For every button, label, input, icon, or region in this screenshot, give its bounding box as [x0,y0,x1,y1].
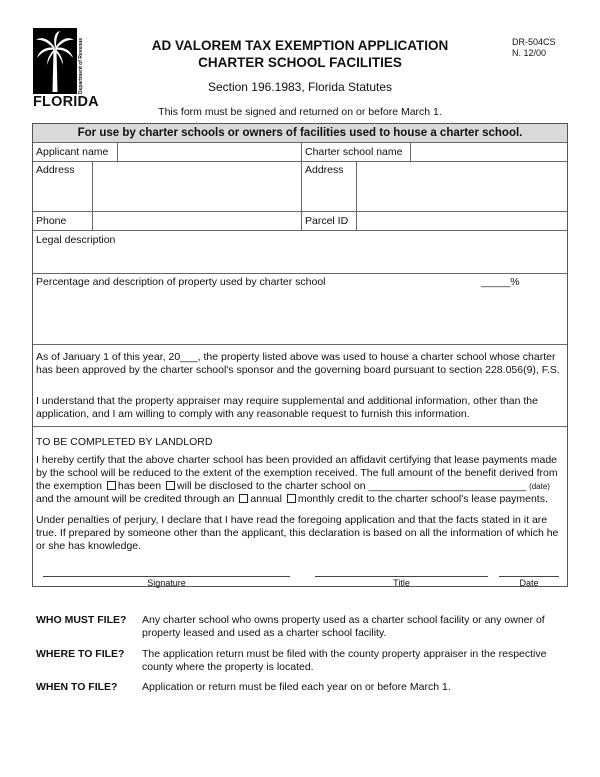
school-address-label: Address [305,164,344,176]
percentage-label: Percentage and description of property used by charter school [36,276,326,288]
certify-line-3 [36,480,568,493]
when-to-file-answer: Application or return must be filed each year on or before March 1. [142,681,451,693]
address-label: Address [36,164,75,176]
divider [301,142,302,230]
monthly-checkbox[interactable] [287,494,296,503]
where-to-file-question: WHERE TO FILE? [36,648,125,660]
return-notice: This form must be signed and returned on or before March 1. [158,106,442,118]
date-label: Date [519,578,539,588]
applicant-name-label: Applicant name [36,146,109,158]
divider [33,230,567,231]
when-to-file-question: WHEN TO FILE? [36,681,118,693]
percentage-field[interactable]: _____% [481,276,520,288]
signature-label: Signature [147,578,186,588]
date-line[interactable] [499,576,559,577]
title-line-2: CHARTER SCHOOL FACILITIES [198,55,402,70]
divider [33,273,567,274]
divider [117,142,118,161]
annual-label: annual [250,493,282,505]
florida-wordmark: FLORIDA [33,94,99,110]
legal-description-field[interactable] [36,248,564,272]
parcel-id-label: Parcel ID [305,215,349,227]
understand-statement: I understand that the property appraiser may require supplemental and additional information, other than the application, and I am willing to comply with any reasonable request to furnish this information. [36,395,538,420]
landlord-heading: TO BE COMPLETED BY LANDLORD [36,436,213,448]
divider [33,426,567,427]
title-line[interactable] [315,576,488,577]
charter-school-name-label: Charter school name [305,146,403,158]
department-label: Department of Revenue [78,37,84,94]
date-hint: (date) [529,482,550,491]
school-address-field[interactable] [359,162,565,210]
florida-dor-logo [33,28,99,112]
phone-label: Phone [36,215,67,227]
has-been-checkbox[interactable] [107,481,116,490]
certify-line-1: I hereby certify that the above charter school has been provided an affidavit certifying that lease payments made [36,454,558,466]
charter-school-name-field[interactable] [413,143,565,160]
divider [92,161,93,230]
phone-field[interactable] [95,212,299,229]
where-to-file-answer: The application return must be filed with the county property appraiser in the respective county where the property is located. [142,648,547,673]
statute-reference: Section 196.1983, Florida Statutes [207,80,393,94]
will-be-checkbox[interactable] [166,481,175,490]
title-line-1: AD VALOREM TAX EXEMPTION APPLICATION [151,38,449,53]
who-must-file-answer: Any charter school who owns property used as a charter school facility or any owner of property leased and used as a charter school facility. [142,614,545,639]
divider [410,142,411,161]
property-description-field[interactable] [36,290,564,342]
legal-description-label: Legal description [36,234,116,246]
will-be-disclosed-text: will be disclosed to the charter school on ___________________________ [177,480,527,492]
perjury-declaration: Under penalties of perjury, I declare that I have read the foregoing application and that the facts stated in it are true. If prepared by someone other than the applicant, this declaration is based on all the information of which he or she has knowledge. [36,514,559,552]
form-number-block [512,37,556,59]
application-form [32,123,568,587]
credit-through-text: and the amount will be credited through an [36,493,235,505]
who-must-file-question: WHO MUST FILE? [36,614,127,626]
title-label: Title [393,578,410,588]
divider [356,161,357,230]
certify-exemption-text: the exemption [36,480,102,492]
form-revision: N. 12/00 [512,48,547,58]
has-been-label: has been [117,480,162,492]
divider [33,344,567,345]
certify-line-2: by the school will be reduced to the extent of the exemption received. The full amount of the benefit derived from [36,467,558,479]
applicant-address-field[interactable] [95,162,299,210]
applicant-name-field[interactable] [121,143,299,160]
page-title [110,37,490,71]
form-number: DR-504CS [512,37,556,47]
as-of-statement: As of January 1 of this year, 20___, the property listed above was used to house a charter school whose charter has been approved by the charter school's sponsor and the governing board pursuant to section 228.056(9), F.S. [36,351,560,376]
monthly-credit-text: monthly credit to the charter school's lease payments. [297,493,548,505]
signature-line[interactable] [43,576,290,577]
annual-checkbox[interactable] [239,494,248,503]
form-banner: For use by charter schools or owners of facilities used to house a charter school. [33,124,567,142]
certify-line-4 [36,493,568,506]
palm-tree-icon [33,28,77,94]
parcel-id-field[interactable] [359,212,565,229]
